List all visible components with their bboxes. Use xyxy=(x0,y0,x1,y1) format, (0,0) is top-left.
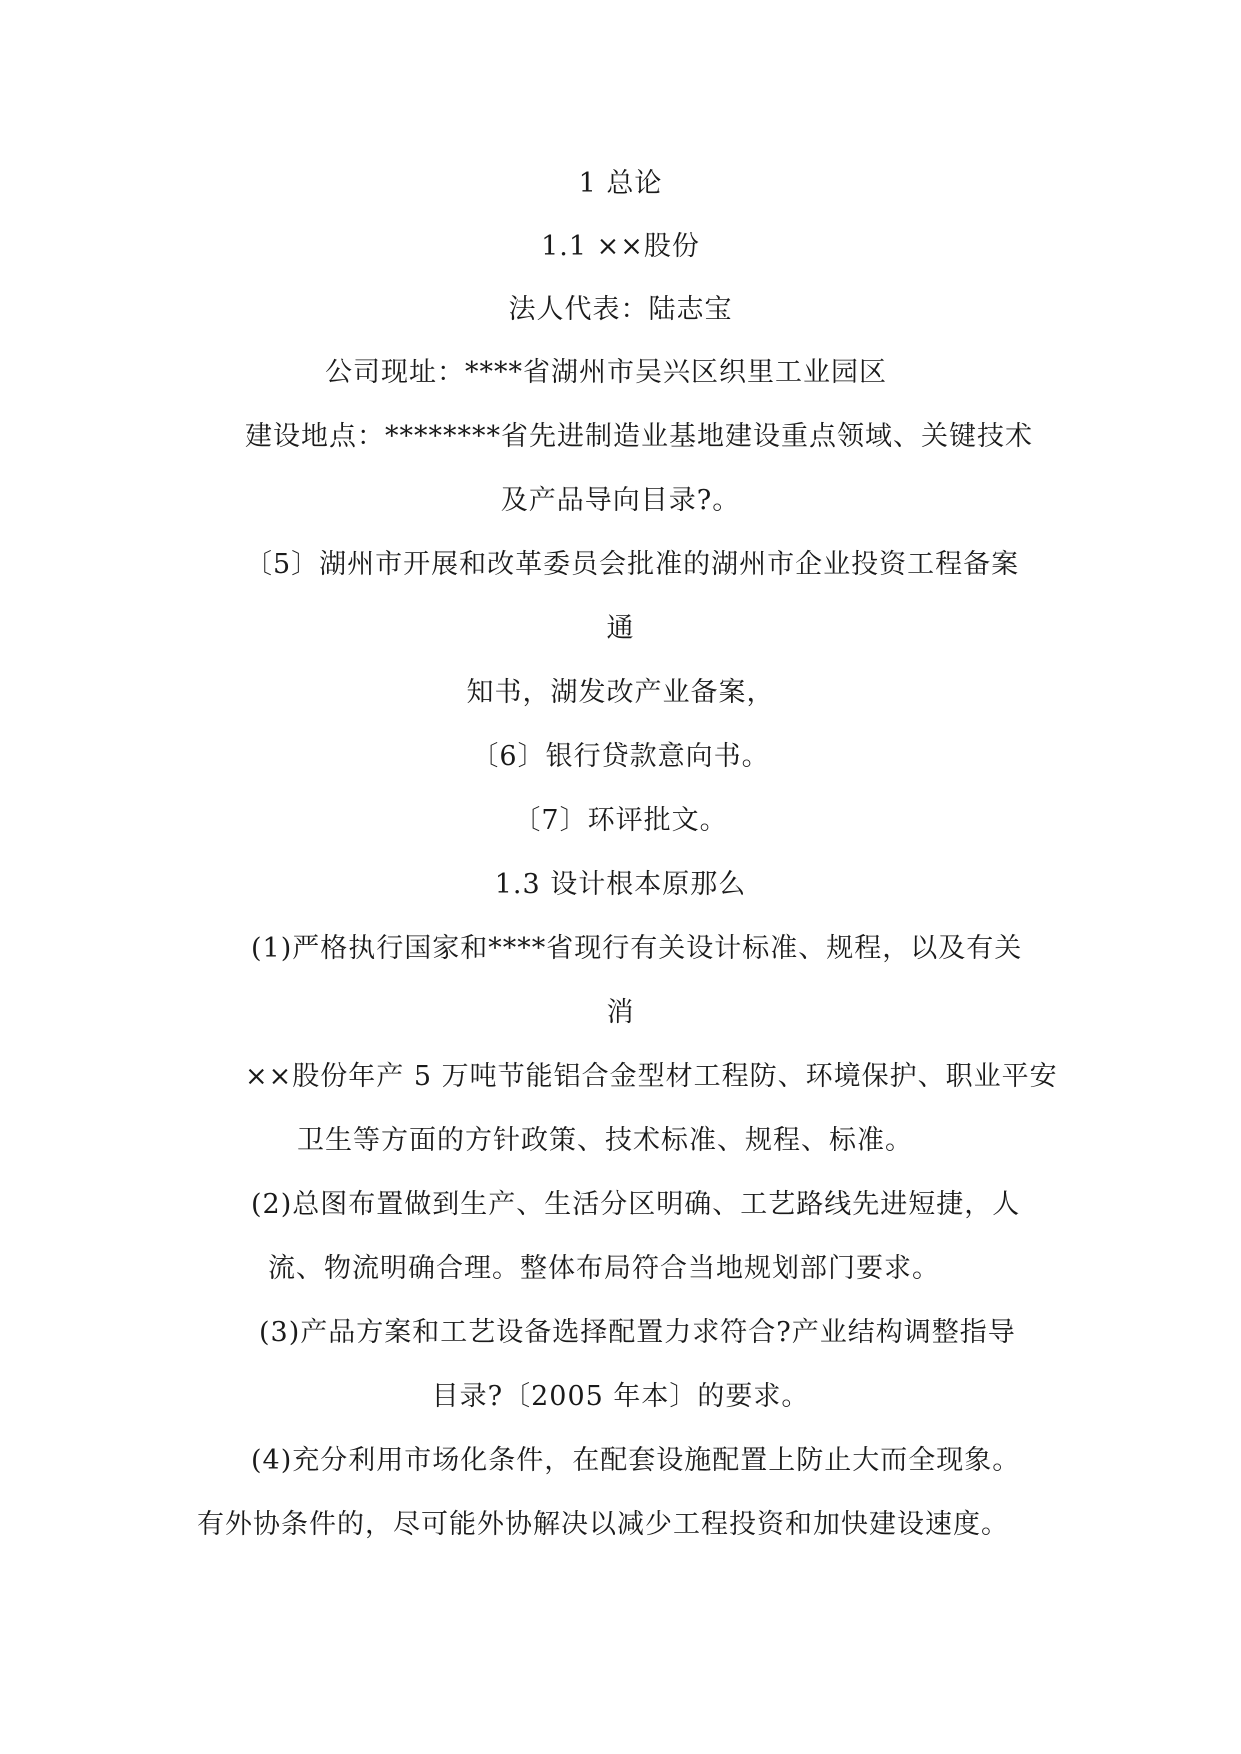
body-line: 流、物流明确合理。整体布局符合当地规划部门要求。 xyxy=(268,1253,940,1284)
body-line: (1)严格执行国家和****省现行有关设计标准、规程，以及有关 xyxy=(251,933,1023,964)
company-address: 公司现址：****省湖州市吴兴区织里工业园区 xyxy=(325,357,887,388)
body-line: 有外协条件的，尽可能外协解决以减少工程投资和加快建设速度。 xyxy=(197,1509,1009,1540)
body-line: 通 xyxy=(606,613,635,644)
body-line: (3)产品方案和工艺设备选择配置力求符合?产业结构调整指导 xyxy=(259,1317,1016,1348)
body-line: 及产品导向目录?。 xyxy=(500,485,741,516)
body-line: 〔7〕环评批文。 xyxy=(513,805,728,836)
body-line: (4)充分利用市场化条件，在配套设施配置上防止大而全现象。 xyxy=(251,1445,1021,1476)
subsection-heading: 1.1 ××股份 xyxy=(541,231,700,262)
body-line: 目录?〔2005 年本〕的要求。 xyxy=(431,1381,810,1412)
body-line: 消 xyxy=(606,997,635,1028)
legal-representative: 法人代表：陆志宝 xyxy=(508,294,733,325)
body-line: 知书，湖发改产业备案， xyxy=(466,677,775,708)
body-line: (2)总图布置做到生产、生活分区明确、工艺路线先进短捷，人 xyxy=(251,1189,1021,1220)
body-line: ××股份年产 5 万吨节能铝合金型材工程防、环境保护、职业平安 xyxy=(245,1061,1058,1092)
construction-site: 建设地点：********省先进制造业基地建设重点领域、关键技术 xyxy=(245,421,1033,452)
section-heading: 1 总论 xyxy=(578,168,663,199)
body-line: 〔5〕湖州市开展和改革委员会批准的湖州市企业投资工程备案 xyxy=(245,549,1020,580)
body-line: 〔6〕银行贷款意向书。 xyxy=(471,741,770,772)
body-line: 卫生等方面的方针政策、技术标准、规程、标准。 xyxy=(297,1125,913,1156)
subsection-heading: 1.3 设计根本原那么 xyxy=(494,869,747,900)
